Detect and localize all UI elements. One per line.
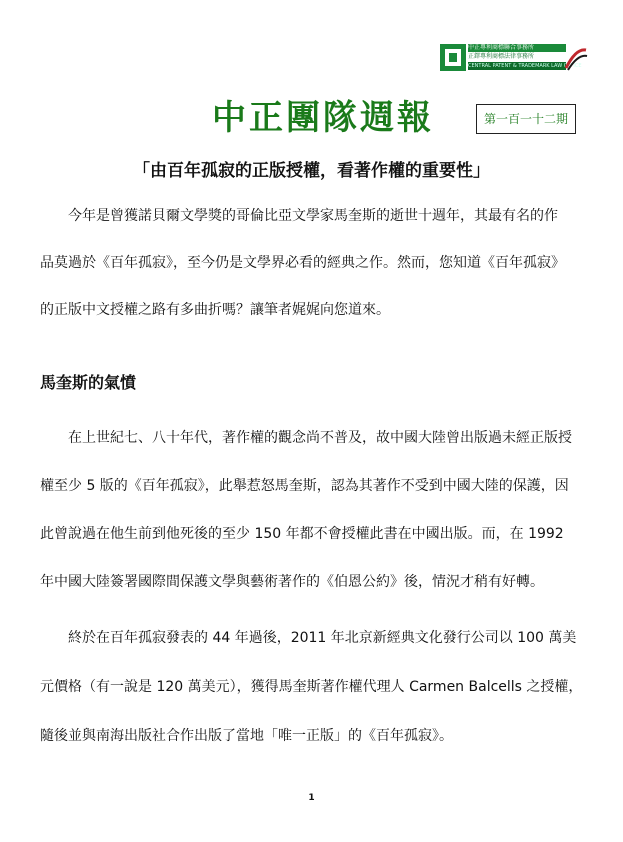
newsletter-title: 中正團隊週報 <box>212 98 434 138</box>
paragraph-line: 隨後並與南海出版社合作出版了當地「唯一正版」的《百年孤寂》。 <box>40 728 453 744</box>
logo-text-line2: 正鐸專利商標法律事務所 <box>468 53 535 60</box>
paragraph-line: 終於在百年孤寂發表的 44 年過後，2011 年北京新經典文化發行公司以 100 萬美 <box>68 630 577 646</box>
page-number: 1 <box>308 793 315 803</box>
body-paragraph-1 <box>40 425 588 617</box>
paragraph-line: 品莫過於《百年孤寂》，至今仍是文學界必看的經典之作。然而，您知道《百年孤寂》 <box>40 255 565 271</box>
paragraph-line: 年中國大陸簽署國際間保護文學與藝術著作的《伯恩公約》後，情況才稍有好轉。 <box>40 574 544 590</box>
article-headline: 「由百年孤寂的正版授權，看著作權的重要性」 <box>133 161 490 181</box>
paragraph-line: 權至少 5 版的《百年孤寂》，此舉惹怒馬奎斯，認為其著作不受到中國大陸的保護，因 <box>40 478 569 494</box>
section-heading: 馬奎斯的氣憤 <box>40 373 137 392</box>
paragraph-line: 在上世紀七、八十年代，著作權的觀念尚不普及，故中國大陸曾出版過未經正版授 <box>68 430 572 446</box>
paragraph-line: 元價格（有一說是 120 萬美元），獲得馬奎斯著作權代理人 Carmen Balcells 之授權， <box>40 679 583 695</box>
body-paragraph-2 <box>40 625 588 772</box>
issue-number-box: 第一百一十二期 <box>476 104 576 134</box>
paragraph-line: 的正版中文授權之路有多曲折嗎？讓筆者娓娓向您道來。 <box>40 302 390 318</box>
paragraph-line: 今年是曾獲諾貝爾文學獎的哥倫比亞文學家馬奎斯的逝世十週年，其最有名的作 <box>68 208 558 224</box>
intro-paragraph <box>40 204 588 345</box>
logo-text-line1: 中正專利商標聯合事務所 <box>468 44 566 52</box>
paragraph-line: 此曾說過在他生前到他死後的至少 150 年都不會授權此書在中國出版。而，在 1992 <box>40 526 564 542</box>
logo-mark-icon <box>440 44 466 71</box>
logo-text-line3: CENTRAL PATENT & TRADEMARK LAW OFFICE <box>468 63 582 69</box>
logo-swoosh-icon <box>564 46 588 72</box>
company-logo <box>440 42 588 74</box>
